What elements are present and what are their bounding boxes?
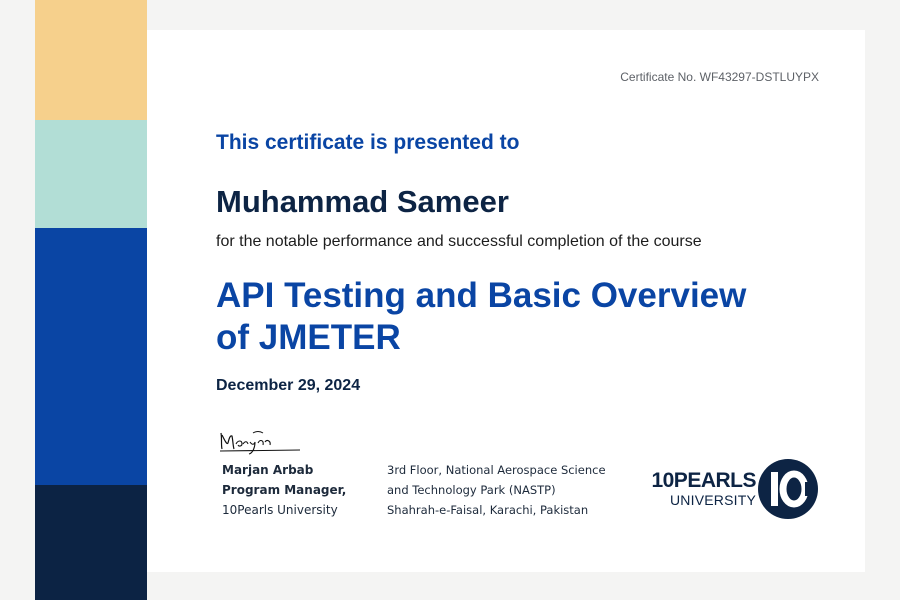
- course-title-line-1: API Testing and Basic Overview: [216, 276, 747, 315]
- course-title: [216, 275, 836, 359]
- presented-to-heading: This certificate is presented to: [216, 131, 520, 154]
- stripe-yellow: [35, 0, 147, 120]
- course-title-line-2: of JMETER: [216, 318, 401, 357]
- address-line-2: and Technology Park (NASTP): [387, 483, 556, 497]
- logo-wordmark: [643, 470, 756, 508]
- issue-date: December 29, 2024: [216, 377, 361, 394]
- signatory-organization: 10Pearls University: [222, 503, 338, 517]
- stripe-mint: [35, 120, 147, 228]
- logo-text-line-2: UNIVERSITY: [669, 492, 756, 508]
- certificate-card: [147, 30, 865, 572]
- handwritten-signature: [218, 427, 302, 455]
- address-line-1: 3rd Floor, National Aerospace Science: [387, 463, 606, 477]
- signatory-title: Program Manager,: [222, 483, 347, 497]
- decorative-stripes: [35, 0, 147, 600]
- stripe-navy: [35, 485, 147, 600]
- 10pearls-university-logo: [643, 458, 823, 522]
- signatory-name: Marjan Arbab: [222, 463, 314, 477]
- signatory-block: [222, 460, 346, 520]
- logo-ten-emblem-icon: [757, 458, 819, 520]
- logo-text-line-1: 10PEARLS: [651, 469, 756, 492]
- certificate-number: Certificate No. WF43297-DSTLUYPX: [620, 70, 819, 84]
- address-line-3: Shahrah-e-Faisal, Karachi, Pakistan: [387, 503, 589, 517]
- completion-statement: for the notable performance and successful completion of the course: [216, 233, 702, 250]
- stripe-blue: [35, 228, 147, 485]
- address-block: [387, 460, 606, 520]
- recipient-name: Muhammad Sameer: [216, 184, 509, 219]
